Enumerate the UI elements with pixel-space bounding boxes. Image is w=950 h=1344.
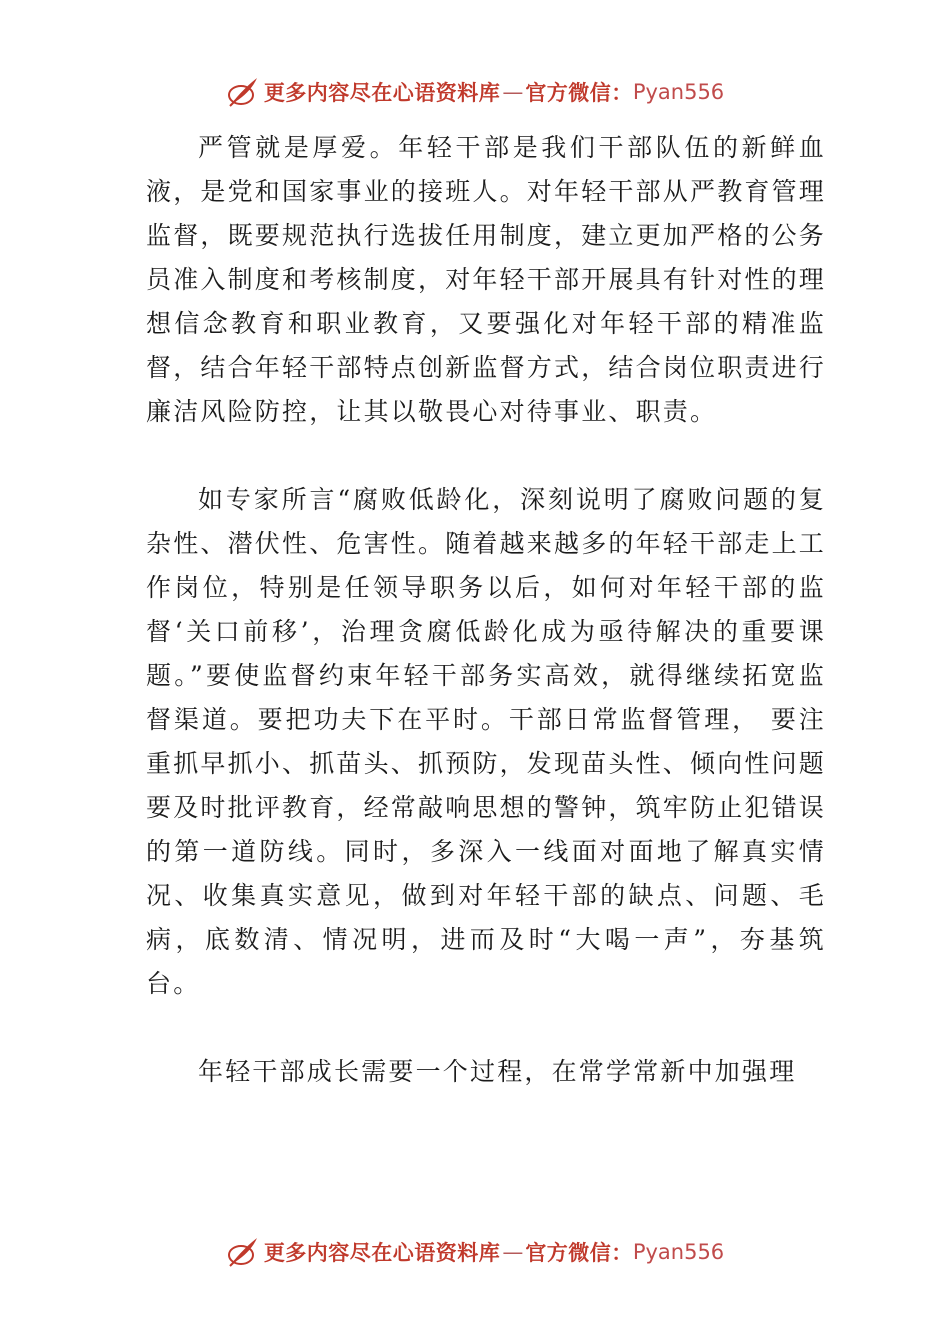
paragraph-1: 严管就是厚爱。年轻干部是我们干部队伍的新鲜血液，是党和国家事业的接班人。对年轻干部从严教育管理监督，既要规范执行选拔任用制度，建立更加严格的公务员准入制度和考核制度，对年轻干部开展具有针对性的理想信念教育和职业教育，又要强化对年轻干部的精准监督，结合年轻干部特点创新监督方式，结合岗位职责进行廉洁风险防控，让其以敬畏心对待事业、职责。	[146, 133, 827, 426]
quill-pen-logo-icon	[226, 75, 260, 109]
paragraph-2: 如专家所言“腐败低龄化，深刻说明了腐败问题的复杂性、潜伏性、危害性。随着越来越多的年轻干部走上工作岗位，特别是任领导职务以后，如何对年轻干部的监督‘关口前移’，治理贪腐低龄化成为亟待解决的重要课题。”要使监督约束年轻干部务实高效，就得继续拓宽监督渠道。要把功夫下在平时。干部日常监督管理， 要注重抓早抓小、抓苗头、抓预防，发现苗头性、倾向性问题要及时批评教育，经常敲响思想的警钟，筑牢防止犯错误的第一道防线。同时，多深入一线面对面地了解真实情况、收集真实意见，做到对年轻干部的缺点、问题、毛病，底数清、情况明，进而及时“大喝一声”，夯基筑台。	[146, 485, 827, 998]
watermark-text: 更多内容尽在心语资料库	[263, 80, 501, 105]
watermark-text: 更多内容尽在心语资料库	[263, 1240, 501, 1265]
header-watermark	[0, 72, 950, 112]
paragraph-3: 年轻干部成长需要一个过程，在常学常新中加强理	[198, 1057, 797, 1086]
footer-watermark	[0, 1232, 950, 1272]
watermark-separator: —	[502, 1240, 524, 1264]
quill-pen-logo-icon	[226, 1235, 260, 1269]
watermark-separator: —	[502, 80, 524, 104]
watermark-account-id: Pyan556	[632, 1240, 725, 1264]
watermark-account-label: 官方微信：	[525, 80, 633, 105]
document-body	[146, 126, 826, 1094]
watermark-account-id: Pyan556	[632, 80, 725, 104]
watermark-account-label: 官方微信：	[525, 1240, 633, 1265]
